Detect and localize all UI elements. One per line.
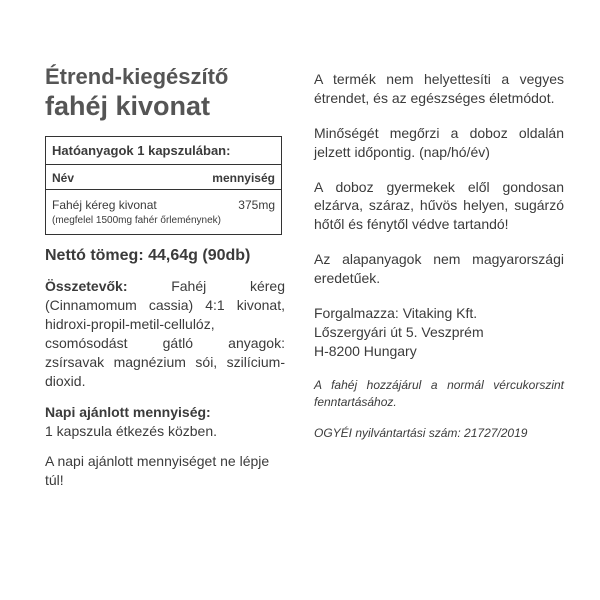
storage-note: A doboz gyermekek elől gondosan elzárva, száraz, hűvös helyen, sugárzó hőtől és fénytől védve tartandó! — [314, 178, 564, 233]
active-ingredients-table — [45, 136, 282, 235]
origin-note: Az alapanyagok nem magyarországi eredetűek. — [314, 251, 564, 287]
left-column — [45, 64, 285, 490]
dose-label: Napi ajánlott mennyiség: — [45, 403, 211, 420]
health-claim: A fahéj hozzájárul a normál vércukorszint fenntartásához. — [314, 377, 564, 410]
table-header: Hatóanyagok 1 kapszulában: — [46, 137, 281, 165]
registration-number: OGYÉI nyilvántartási szám: 21727/2019 — [314, 426, 528, 441]
title-line-1: Étrend-kiegészítő — [45, 64, 229, 89]
table-row — [46, 190, 281, 212]
distributor-line-1: Forgalmazza: Vitaking Kft. — [314, 305, 478, 322]
column-amount: mennyiség — [212, 171, 275, 186]
ingredients — [45, 277, 285, 390]
ingredients-label: Összetevők: — [45, 278, 128, 295]
table-column-headers — [46, 165, 281, 190]
row-amount: 375mg — [238, 198, 275, 213]
daily-dose — [45, 403, 285, 441]
net-weight: Nettó tömeg: 44,64g (90db) — [45, 247, 251, 265]
ingredients-text: Fahéj kéreg (Cinnamomum cassia) 4:1 kivonat, hidroxi-propil-metil-cellulóz, csomósodást gátló anyagok: zsírsavak magnézium sói, szilícium-dioxid. — [45, 278, 285, 389]
distributor — [314, 304, 564, 361]
column-name: Név — [52, 171, 75, 186]
right-column — [314, 70, 564, 457]
distributor-line-3: H-8200 Hungary — [314, 342, 417, 359]
distributor-line-2: Lőszergyári út 5. Veszprém — [314, 323, 484, 340]
row-name: Fahéj kéreg kivonat — [52, 198, 157, 213]
dose-text: 1 kapszula étkezés közben. — [45, 422, 217, 439]
not-substitute-note: A termék nem helyettesíti a vegyes étrendet, és az egészséges életmódot. — [314, 71, 564, 106]
row-note: (megfelel 1500mg fahér őrleménynek) — [52, 215, 221, 227]
best-before-note: Minőségét megőrzi a doboz oldalán jelzett időpontig. (nap/hó/év) — [314, 124, 564, 160]
dose-warning: A napi ajánlott mennyiséget ne lépje túl! — [45, 453, 270, 489]
title-line-2: fahéj kivonat — [45, 91, 211, 122]
